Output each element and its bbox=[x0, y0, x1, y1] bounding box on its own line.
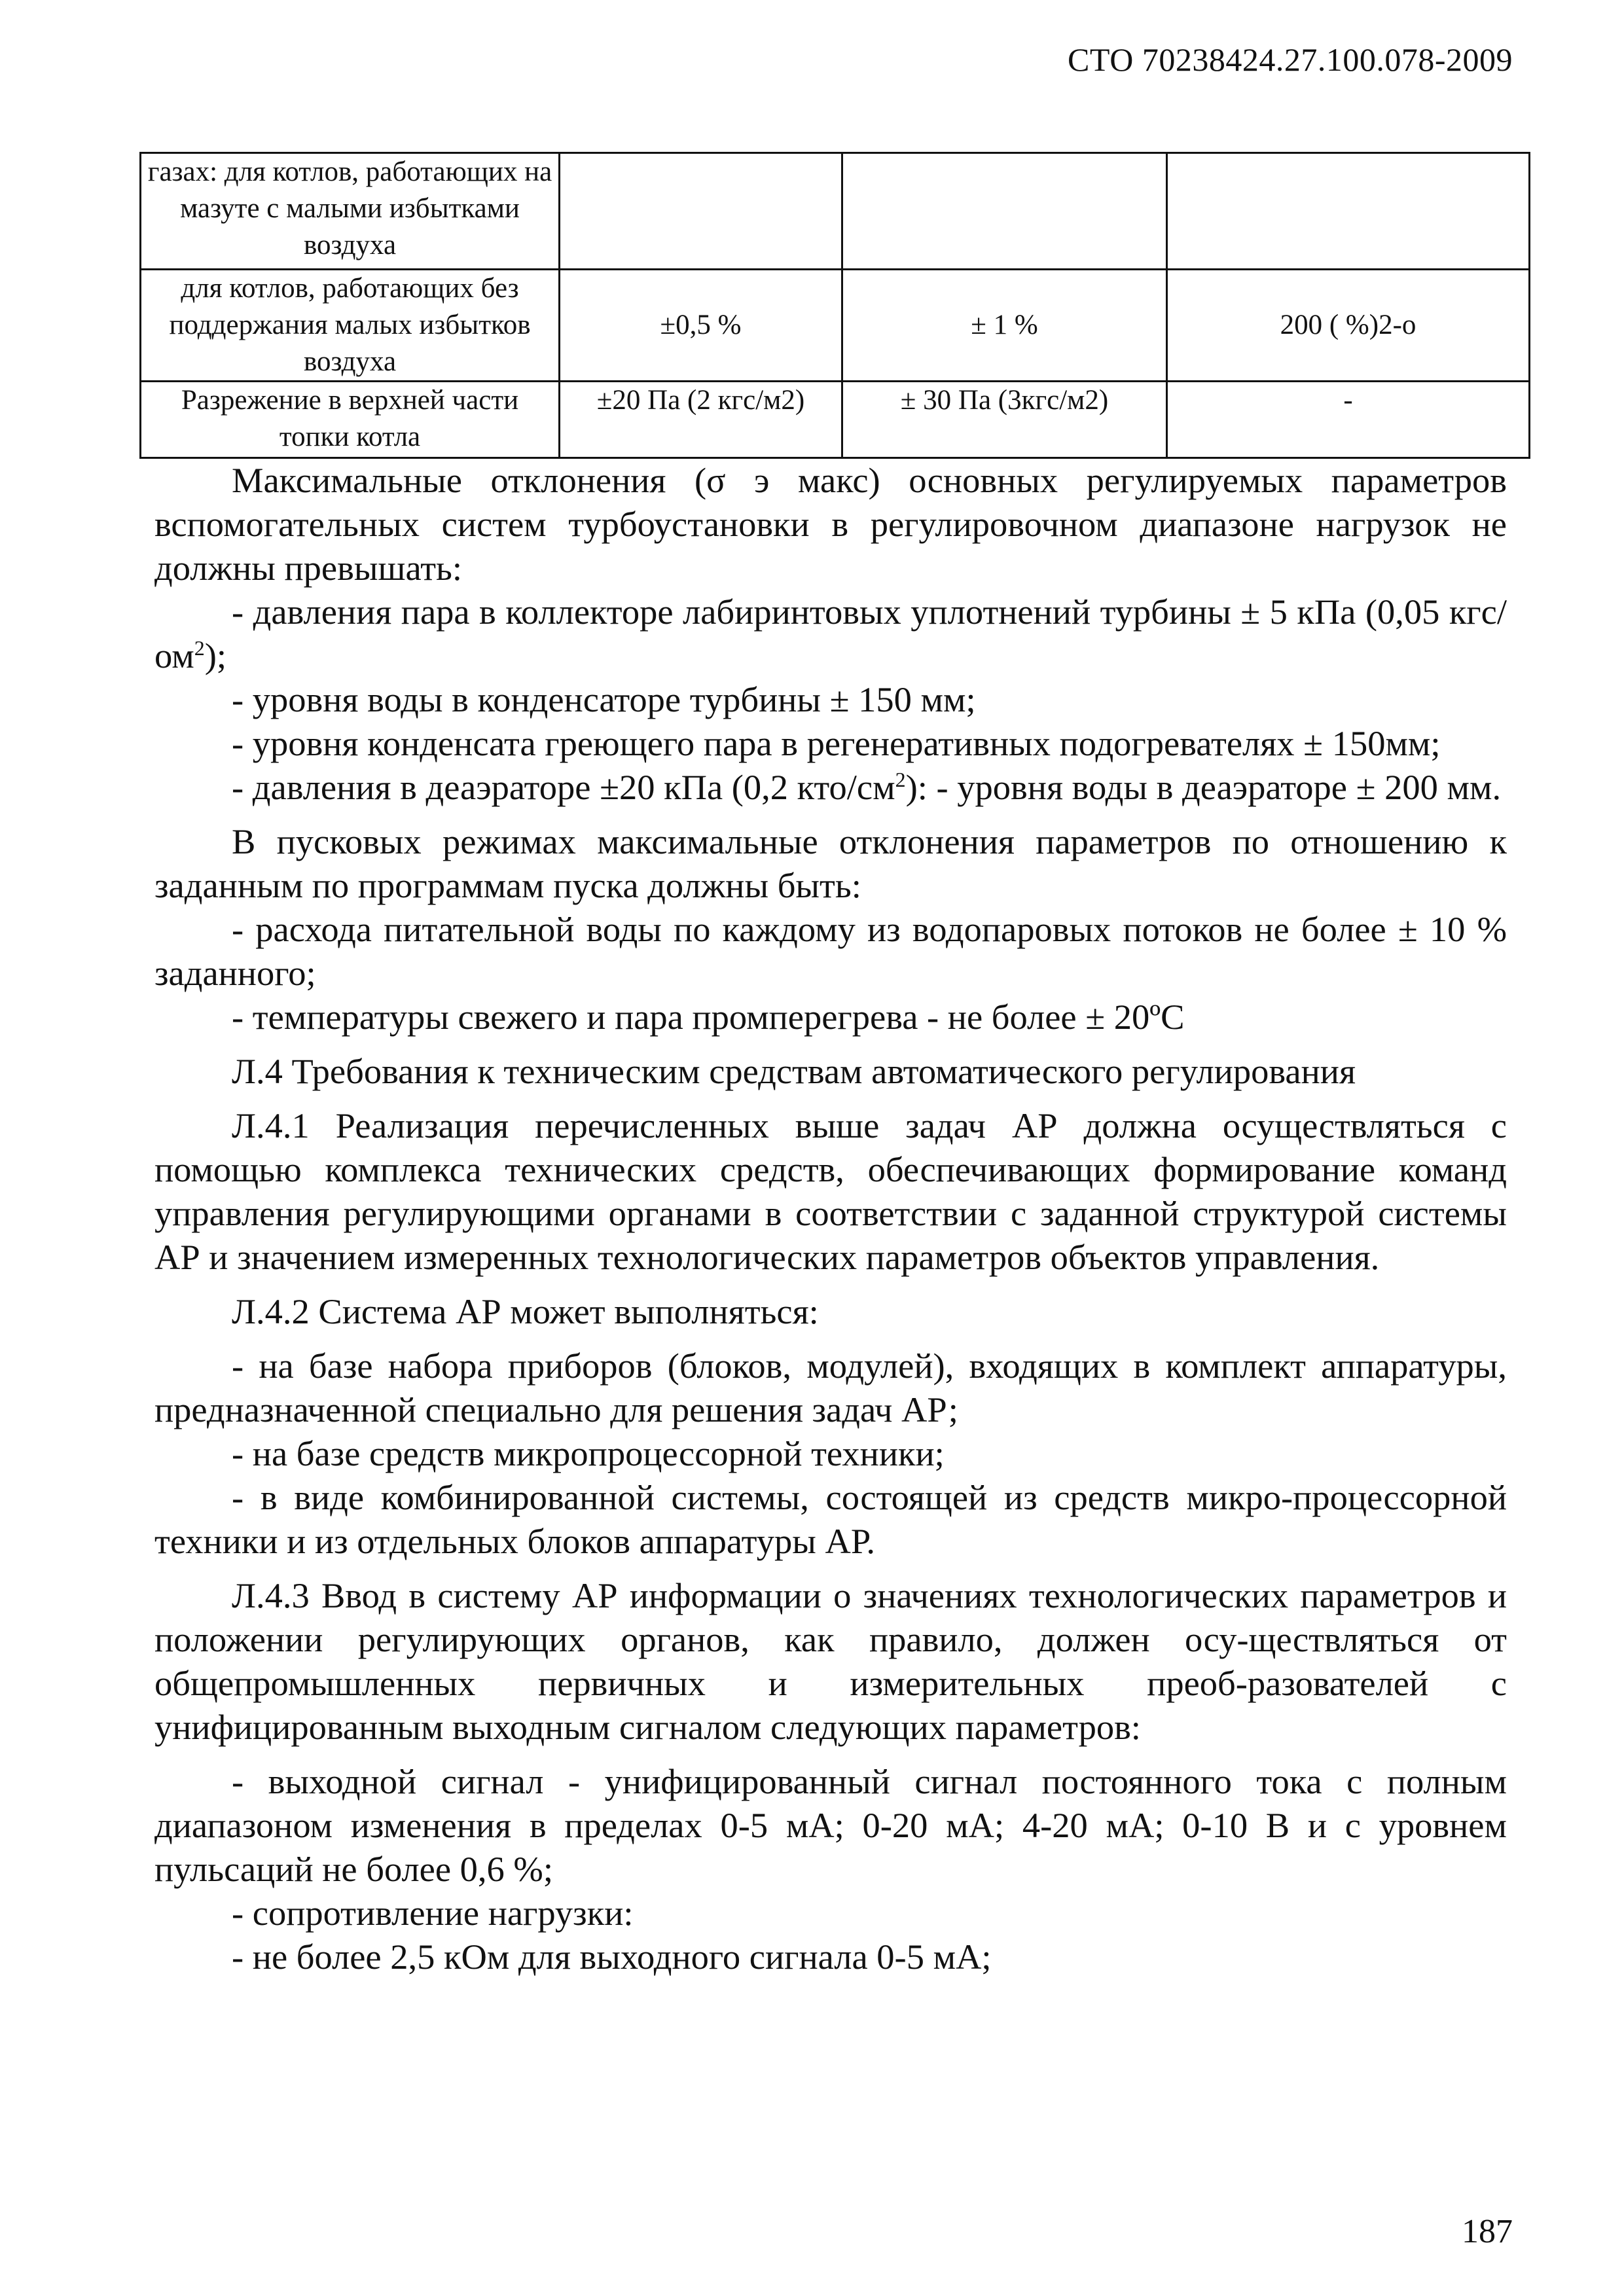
table-row bbox=[141, 153, 1530, 270]
table-cell bbox=[842, 153, 1167, 270]
paragraph-l43: Л.4.3 Ввод в систему АР информации о значениях технологических параметров и положении регулирующих органов, как правило, должен осу-ществляться от общепромышленных первичных и измерительных преоб-разователей с унифицированным выходным сигналом следующих параметров: bbox=[154, 1575, 1507, 1747]
document-code: СТО 70238424.27.100.078-2009 bbox=[1068, 41, 1513, 78]
table-row bbox=[141, 270, 1530, 382]
text-run: ): - уровня воды в деаэраторе ± 200 мм. bbox=[905, 767, 1502, 807]
list-item: - температуры свежего и пара промперегрева - не более ± 20ºС bbox=[232, 997, 1185, 1037]
superscript: 2 bbox=[194, 636, 205, 660]
paragraph-startup-modes: В пусковых режимах максимальные отклонения параметров по отношению к заданным по программам пуска должны быть: bbox=[154, 821, 1507, 905]
body-text bbox=[154, 458, 1507, 1979]
list-item bbox=[154, 765, 1507, 809]
paragraph-l42: Л.4.2 Система АР может выполняться: bbox=[232, 1291, 819, 1331]
table-cell: для котлов, работающих без поддержания малых избытков воздуха bbox=[141, 270, 560, 382]
table-cell: ±0,5 % bbox=[560, 270, 842, 382]
list-item: - уровня конденсата греющего пара в регенеративных подогревателях ± 150мм; bbox=[232, 723, 1441, 763]
table-cell: - bbox=[1167, 382, 1530, 458]
list-item: - в виде комбинированной системы, состоящей из средств микро-процессорной техники и из отдельных блоков аппаратуры АР. bbox=[154, 1477, 1507, 1561]
table-cell bbox=[560, 153, 842, 270]
page-number: 187 bbox=[1462, 2213, 1513, 2250]
list-item: - не более 2,5 кОм для выходного сигнала 0-5 мА; bbox=[232, 1937, 992, 1977]
text-run: ); bbox=[204, 636, 226, 675]
list-item bbox=[154, 590, 1507, 677]
table-row bbox=[141, 382, 1530, 458]
table-cell: ± 30 Па (3кгс/м2) bbox=[842, 382, 1167, 458]
table-cell: газах: для котлов, работающих на мазуте с малыми избытками воздуха bbox=[141, 153, 560, 270]
list-item: - на базе набора приборов (блоков, модулей), входящих в комплект аппаратуры, предназначенной специально для решения задач АР; bbox=[154, 1346, 1507, 1429]
list-item: - расхода питательной воды по каждому из водопаровых потоков не более ± 10 % заданного; bbox=[154, 909, 1507, 993]
paragraph-max-deviations: Максимальные отклонения (σ э макс) основных регулируемых параметров вспомогательных систем турбоустановки в регулировочном диапазоне нагрузок не должны превышать: bbox=[154, 460, 1507, 588]
superscript: 2 bbox=[895, 767, 906, 791]
table-cell: ±20 Па (2 кгс/м2) bbox=[560, 382, 842, 458]
table-cell bbox=[1167, 153, 1530, 270]
list-item: - выходной сигнал - унифицированный сигнал постоянного тока с полным диапазоном изменения в пределах 0-5 мА; 0-20 мА; 4-20 мА; 0-10 В и с уровнем пульсаций не более 0,6 %; bbox=[154, 1761, 1507, 1889]
list-item: - уровня воды в конденсаторе турбины ± 150 мм; bbox=[232, 679, 976, 719]
list-item: - на базе средств микропроцессорной техники; bbox=[232, 1433, 945, 1473]
table-cell: 200 ( %)2-о bbox=[1167, 270, 1530, 382]
list-item: - сопротивление нагрузки: bbox=[232, 1893, 634, 1933]
text-run: - давления в деаэраторе ±20 кПа (0,2 кто/см bbox=[232, 767, 895, 807]
text-run: - давления пара в коллекторе лабиринтовых уплотнений турбины ± 5 кПа (0,05 кгс/ом bbox=[154, 592, 1507, 675]
parameters-table bbox=[139, 152, 1530, 459]
table-cell: Разрежение в верхней части топки котла bbox=[141, 382, 560, 458]
paragraph-l41: Л.4.1 Реализация перечисленных выше задач АР должна осуществляться с помощью комплекса технических средств, обеспечивающих формирование команд управления регулирующими органами в соответствии с заданной структурой системы АР и значением измеренных технологических параметров объектов управления. bbox=[154, 1105, 1507, 1277]
table-cell: ± 1 % bbox=[842, 270, 1167, 382]
section-heading: Л.4 Требования к техническим средствам автоматического регулирования bbox=[232, 1051, 1356, 1091]
